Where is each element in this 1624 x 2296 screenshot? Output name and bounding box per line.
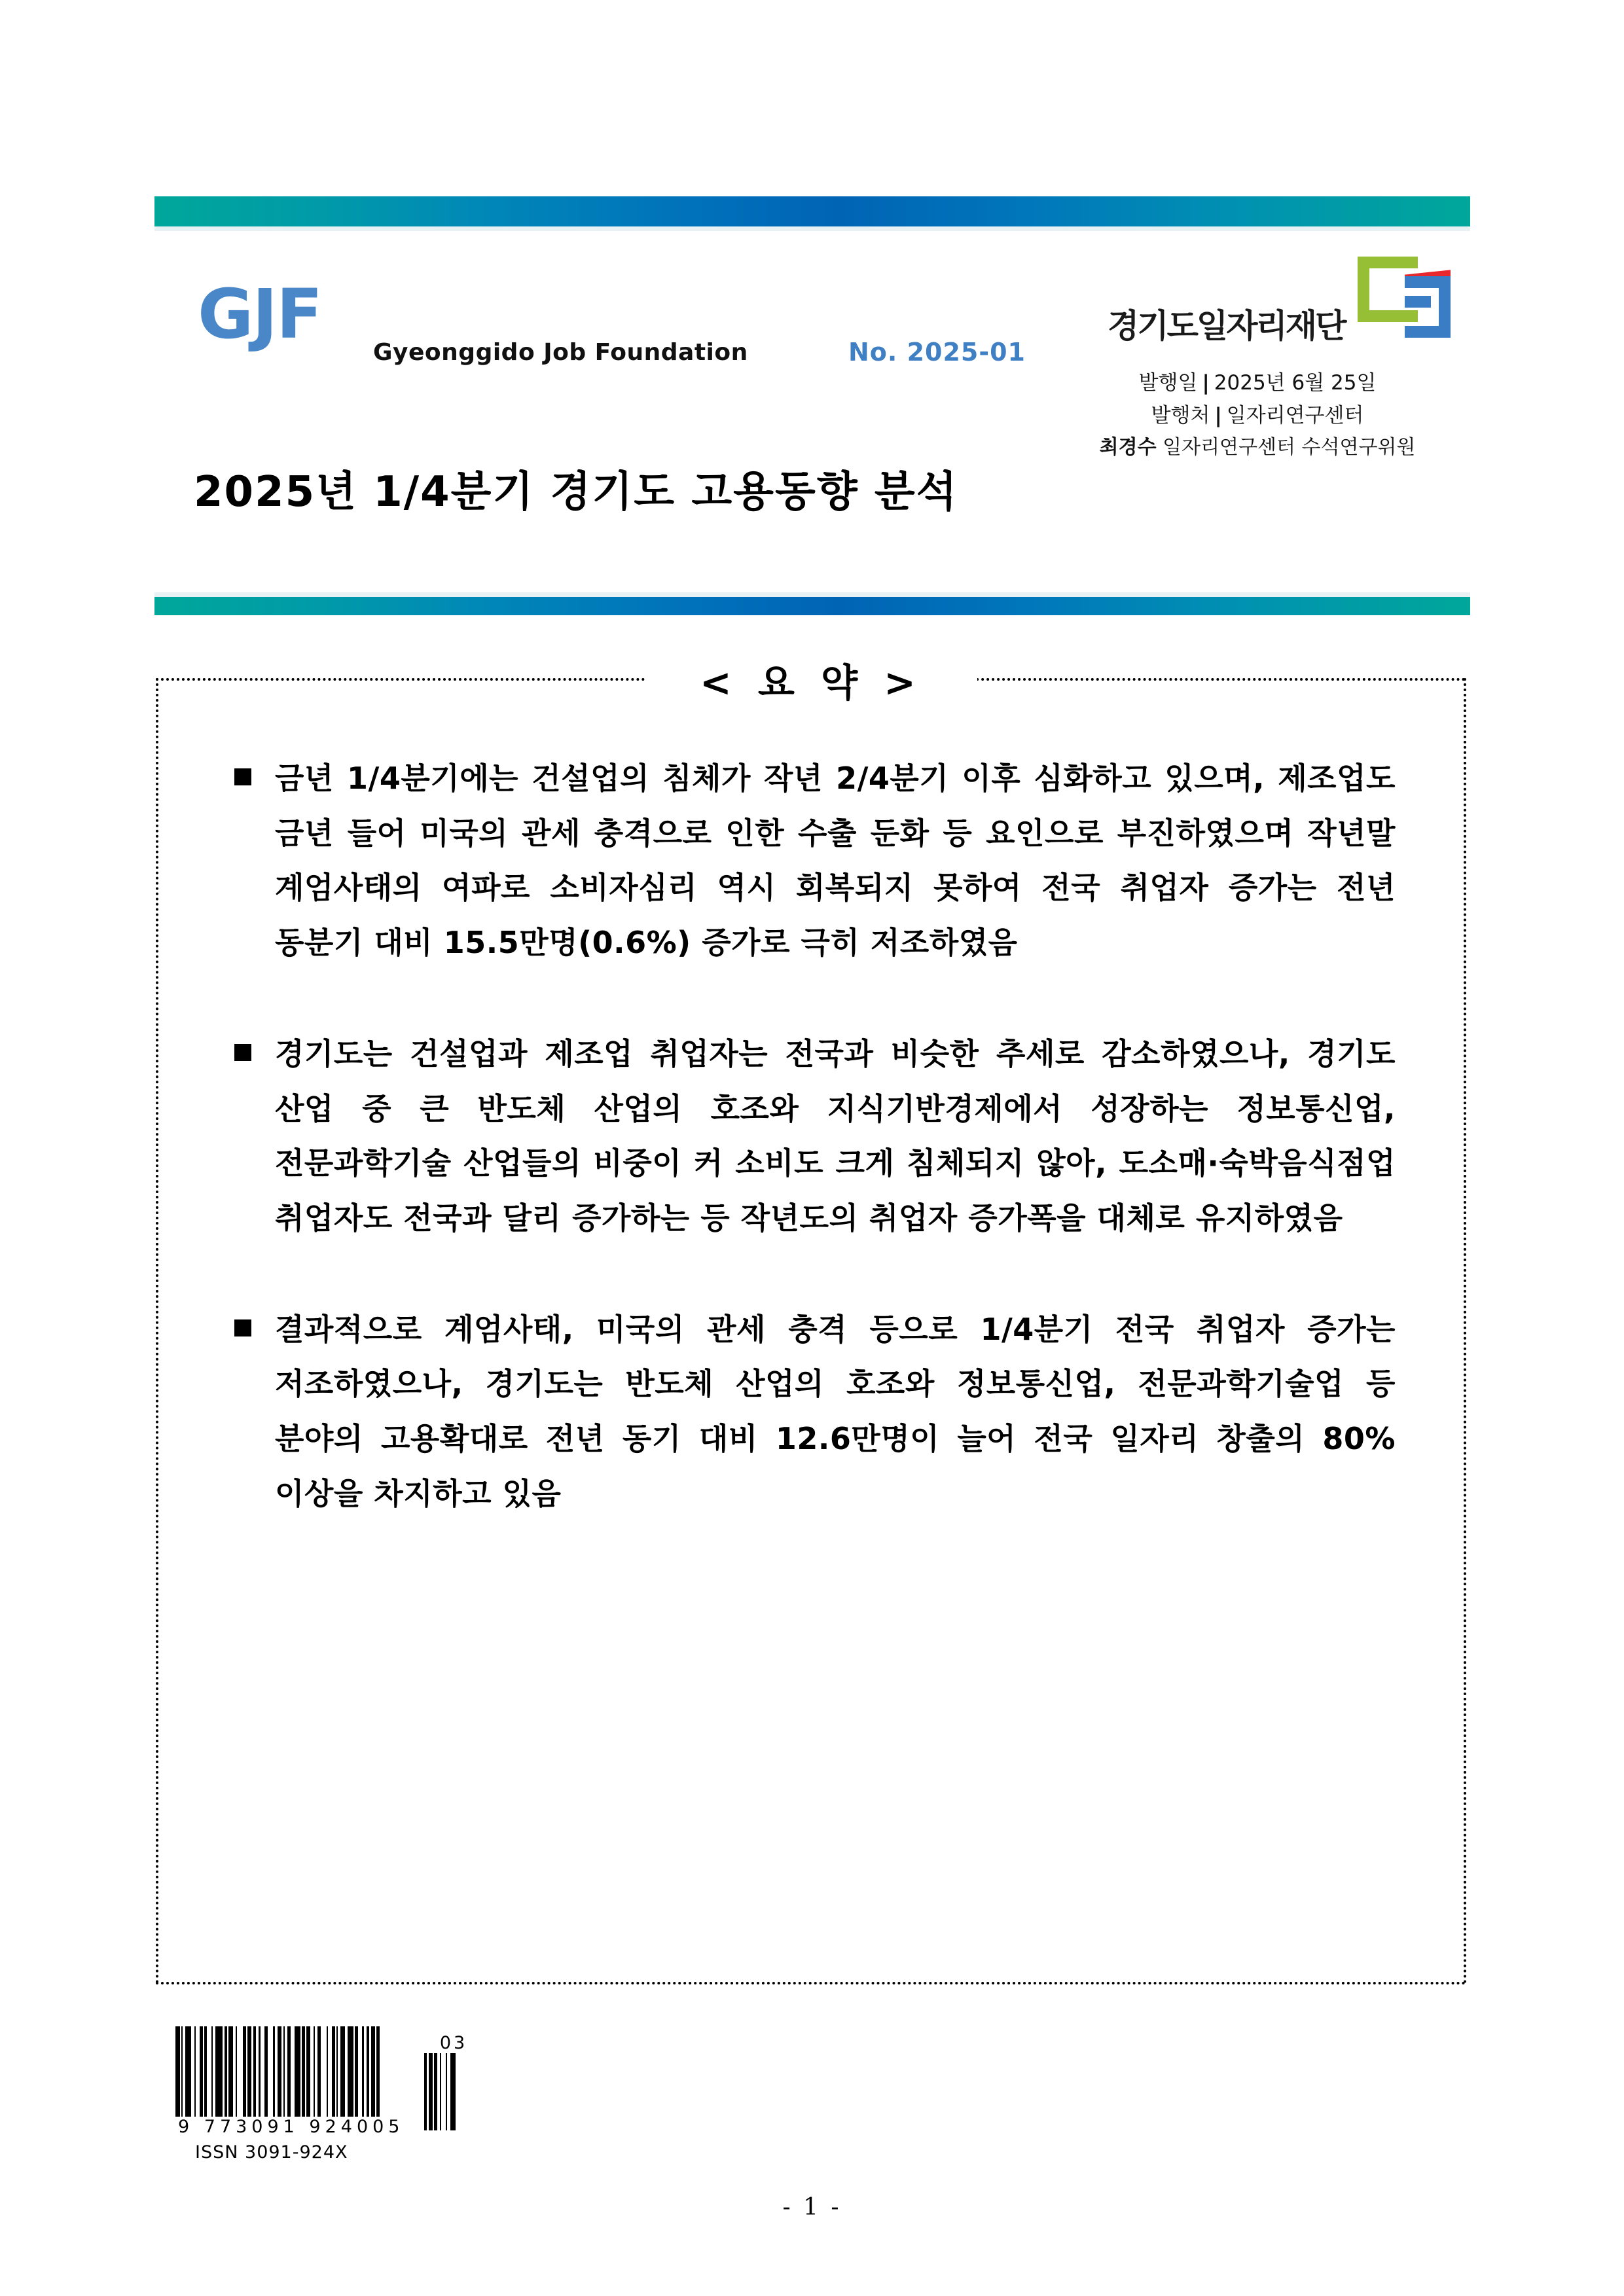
header-top-rule xyxy=(154,196,1470,226)
header-top-hairline xyxy=(154,226,1470,231)
summary-bullet-list xyxy=(158,751,1464,1522)
summary-heading: < 요 약 > xyxy=(645,652,977,707)
page-title: 2025년 1/4분기 경기도 고용동향 분석 xyxy=(194,468,958,516)
bullet-square-icon xyxy=(234,1044,251,1061)
publication-date-line xyxy=(1058,367,1457,399)
meta-separator: | xyxy=(1202,371,1210,395)
summary-box xyxy=(156,678,1466,1984)
barcode xyxy=(175,2026,477,2190)
masthead xyxy=(154,249,1470,589)
barcode-digits: 9 773091 924005 xyxy=(175,2117,411,2137)
barcode-addon-digits: 03 xyxy=(439,2033,468,2053)
summary-bullet-text: 금년 1/4분기에는 건설업의 침체가 작년 2/4분기 이후 심화하고 있으며, 제조업도 금년 들어 미국의 관세 충격으로 인한 수출 둔화 등 요인으로 부진하였으며 작년말 계엄사태의 여파로 소비자심리 역시 회복되지 못하여 전국 취업자 증가는 전년 동분기 대비 15.5만명(0.6%) 증가로 극히 저조하였음 xyxy=(275,761,1396,961)
publisher-value: 일자리연구센터 xyxy=(1226,404,1364,428)
summary-heading-wrap xyxy=(156,648,1466,711)
issue-number: No. 2025-01 xyxy=(848,338,1026,367)
meta-separator: | xyxy=(1214,404,1222,428)
author-name: 최경수 xyxy=(1099,436,1157,459)
foundation-logo xyxy=(1071,255,1457,360)
summary-bullet-text: 경기도는 건설업과 제조업 취업자는 전국과 비슷한 추세로 감소하였으나, 경기도 산업 중 큰 반도체 산업의 호조와 지식기반경제에서 성장하는 정보통신업, 전문과학기술 산업들의 비중이 커 소비도 크게 침체되지 않아, 도소매·숙박음식점업 취업자도 전국과 달리 증가하는 등 작년도의 취업자 증가폭을 대체로 유지하였음 xyxy=(275,1035,1396,1236)
publisher-line xyxy=(1058,399,1457,432)
summary-bullet-text: 결과적으로 계엄사태, 미국의 관세 충격 등으로 1/4분기 전국 취업자 증가는 저조하였으나, 경기도는 반도체 산업의 호조와 정보통신업, 전문과학기술업 등 분야의 고용확대로 전년 동기 대비 12.6만명이 늘어 전국 일자리 창출의 80% 이상을 차지하고 있음 xyxy=(275,1311,1396,1511)
header-bottom-rule xyxy=(154,597,1470,615)
author-line xyxy=(1058,432,1457,464)
bullet-square-icon xyxy=(234,768,251,785)
author-affiliation: 일자리연구센터 수석연구위원 xyxy=(1163,436,1416,459)
barcode-bars xyxy=(175,2026,408,2126)
foundation-mark-icon xyxy=(1354,255,1452,340)
page-number: - 1 - xyxy=(782,2194,842,2221)
barcode-addon-bars xyxy=(424,2053,475,2130)
publisher-label: 발행처 xyxy=(1151,404,1210,428)
summary-bullet-item xyxy=(234,751,1396,971)
publication-date-value: 2025년 6월 25일 xyxy=(1214,371,1377,395)
summary-bullet-item xyxy=(234,1027,1396,1246)
mark-blue-tab xyxy=(1405,296,1431,308)
publication-meta xyxy=(1058,367,1457,464)
issn-text: ISSN 3091-924X xyxy=(195,2142,348,2162)
gjf-logo-subtitle: Gyeonggido Job Foundation xyxy=(373,339,748,366)
publication-date-label: 발행일 xyxy=(1138,371,1198,395)
header-bottom-hairline xyxy=(154,592,1470,597)
gjf-logo: GJF xyxy=(198,274,322,354)
summary-bullet-item xyxy=(234,1302,1396,1522)
bullet-square-icon xyxy=(234,1319,251,1336)
foundation-wordmark: 경기도일자리재단 xyxy=(1108,307,1345,345)
barcode-addon xyxy=(424,2034,475,2130)
